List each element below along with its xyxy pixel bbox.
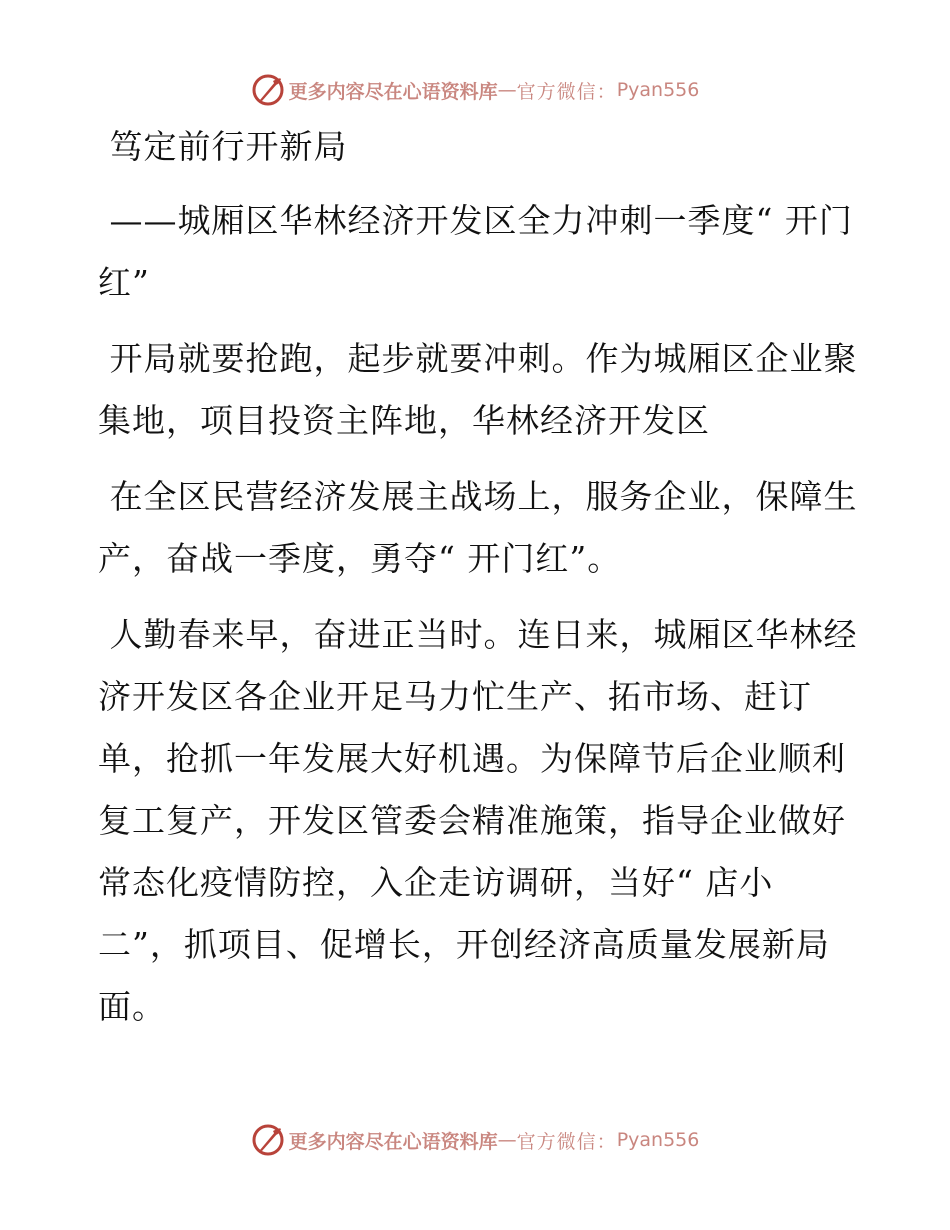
footer-watermark — [0, 1120, 950, 1160]
watermark-separator: — — [497, 1129, 517, 1151]
watermark-wechat-id: Pyan556 — [616, 79, 700, 101]
watermark-sub-text: 官方微信： — [516, 1130, 617, 1153]
document-subtitle: ——城厢区华林经济开发区全力冲刺一季度“ 开门红” — [98, 201, 853, 302]
quill-logo-icon — [251, 73, 285, 107]
watermark-main-text: 更多内容尽在心语资料库 — [288, 80, 498, 103]
paragraph: 开局就要抢跑，起步就要冲刺。作为城厢区企业聚集地，项目投资主阵地，华林经济开发区 — [98, 339, 858, 440]
document-body — [98, 116, 858, 1052]
watermark-main-text: 更多内容尽在心语资料库 — [288, 1130, 498, 1153]
watermark-sub-text: 官方微信： — [516, 80, 617, 103]
watermark-separator: — — [497, 79, 517, 101]
watermark-wechat-id: Pyan556 — [616, 1129, 700, 1151]
paragraph: 人勤春来早，奋进正当时。连日来，城厢区华林经济开发区各企业开足马力忙生产、拓市场、赶订单，抢抓一年发展大好机遇。为保障节后企业顺利复工复产，开发区管委会精准施策，指导企业做好常态化疫情防控，入企走访调研，当好“ 店小二”，抓项目、促增长，开创经济高质量发展新局面。 — [98, 615, 858, 1026]
paragraph: 在全区民营经济发展主战场上，服务企业，保障生产，奋战一季度，勇夺“ 开门红”。 — [98, 477, 858, 578]
document-title: 笃定前行开新局 — [98, 127, 348, 166]
header-watermark — [0, 70, 950, 110]
quill-logo-icon — [251, 1123, 285, 1157]
